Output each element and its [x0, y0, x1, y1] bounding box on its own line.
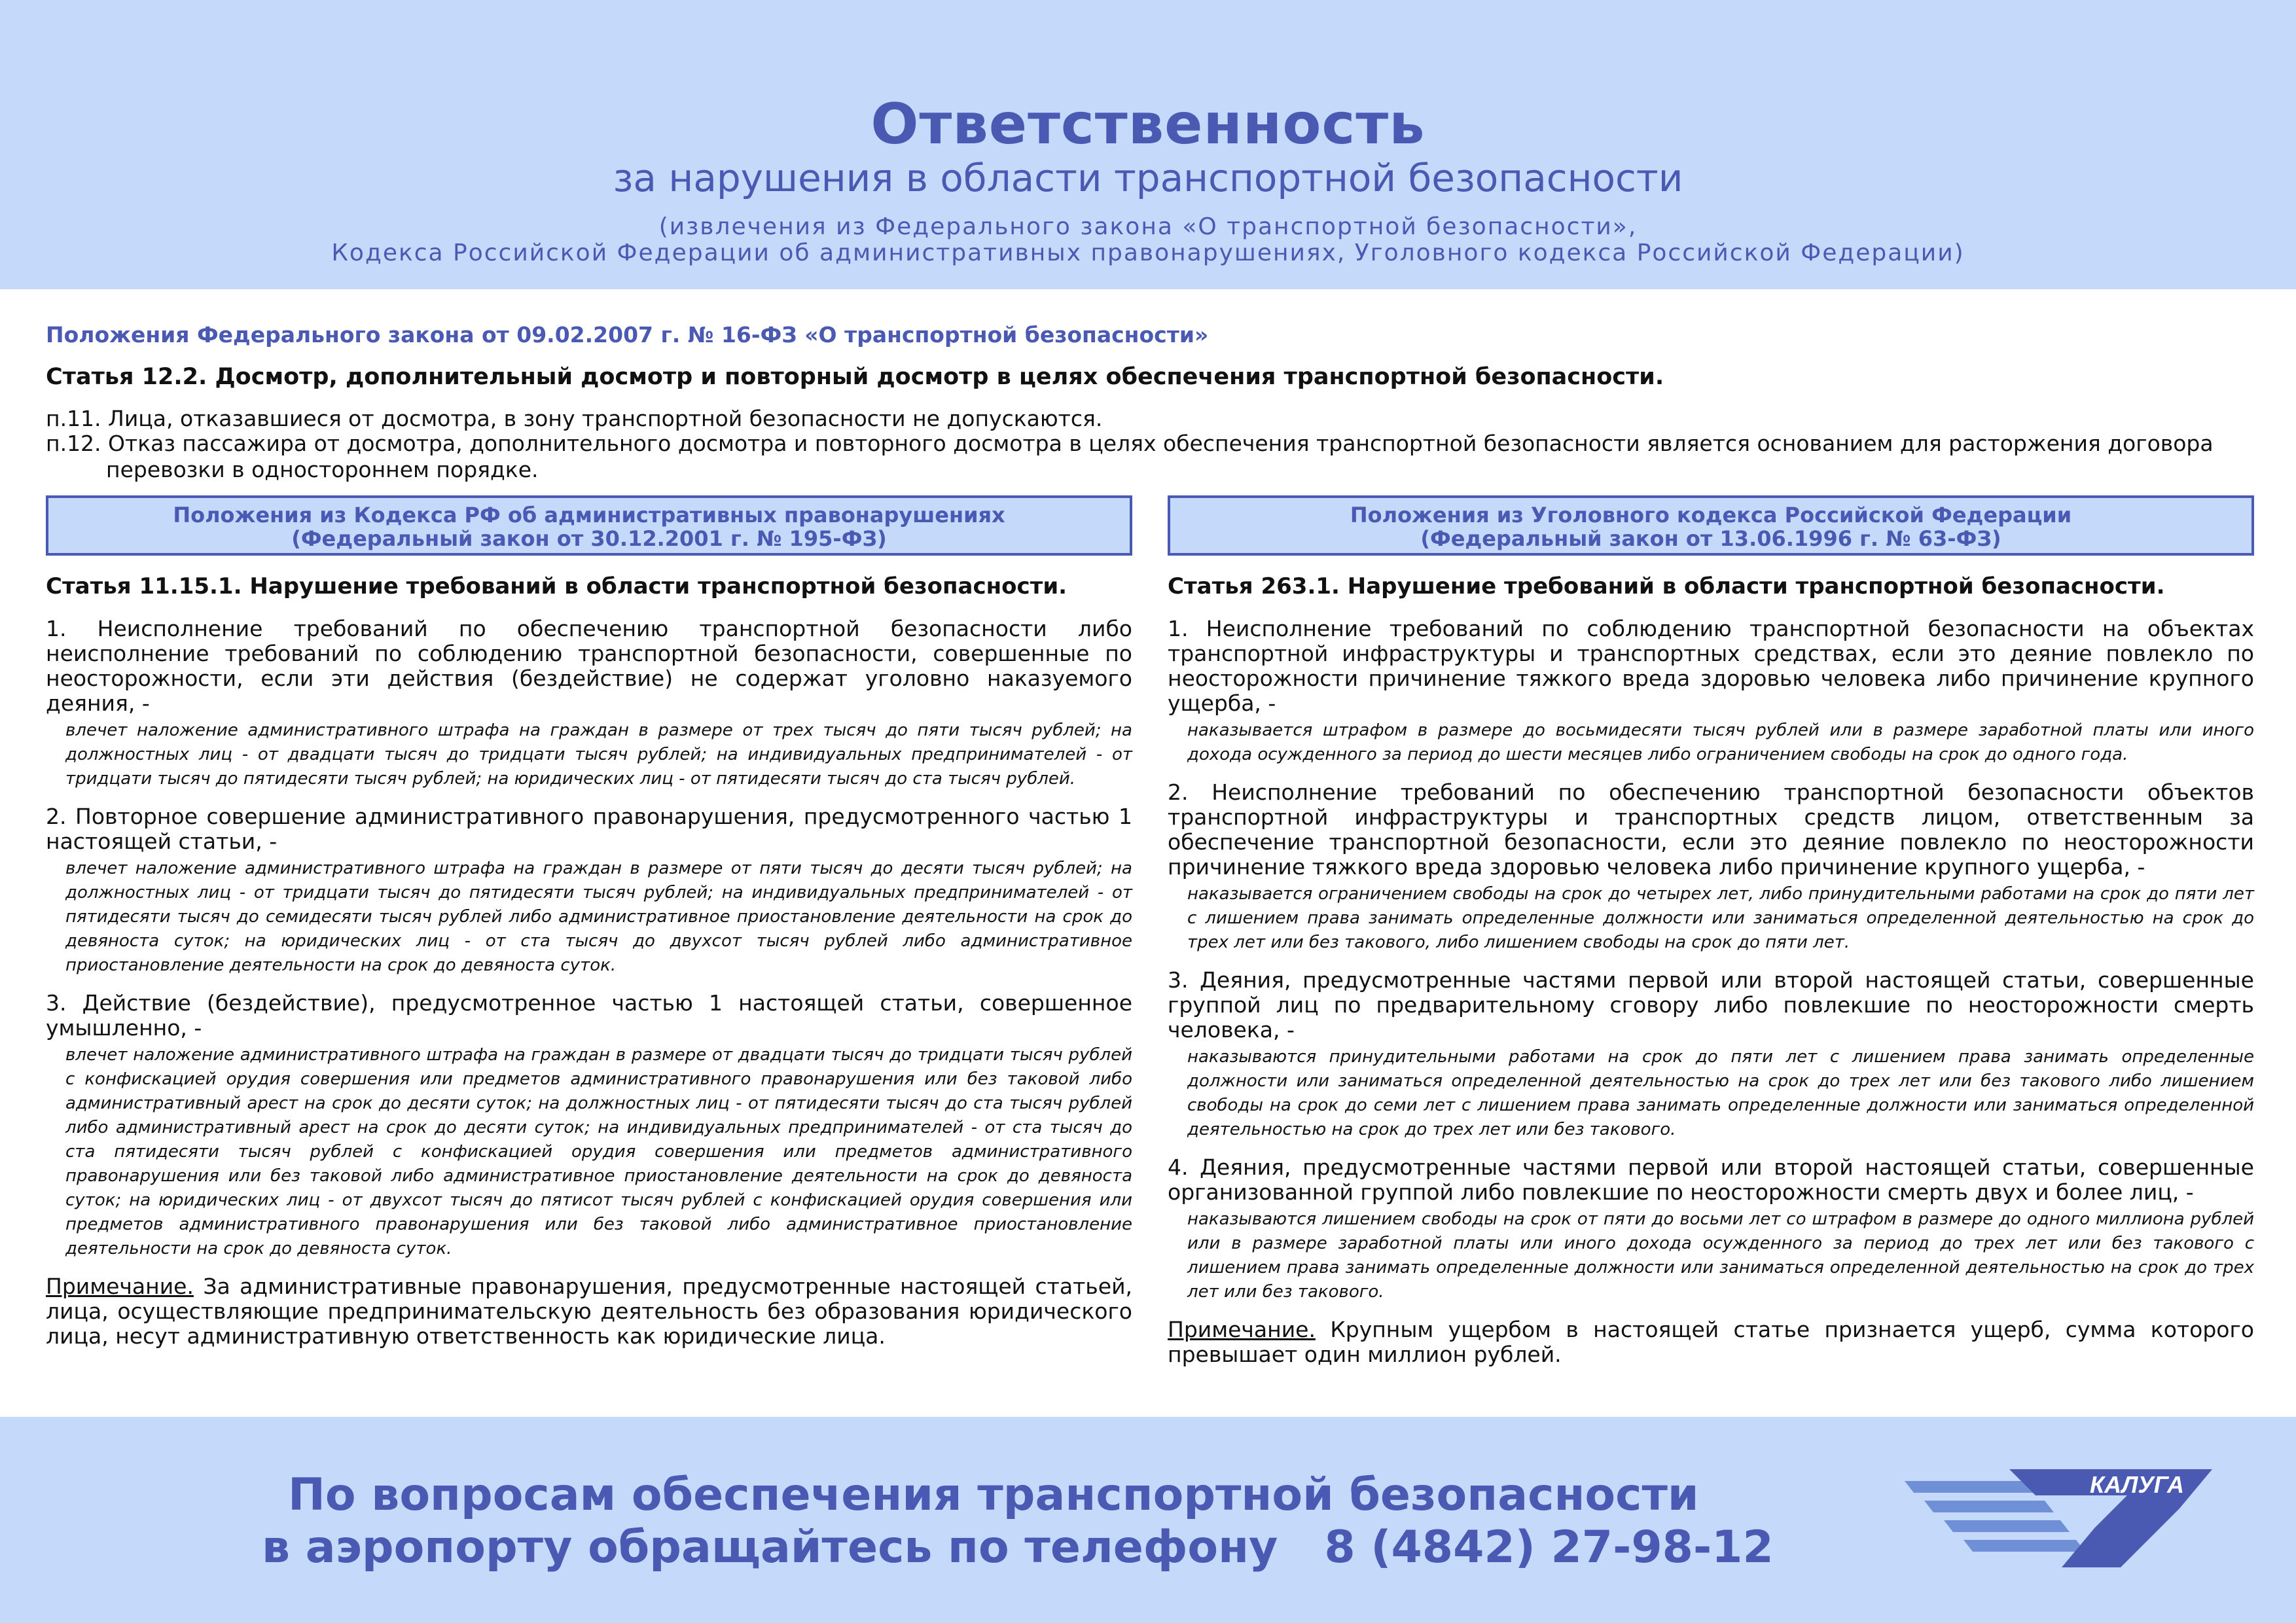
uk-penalty-1: наказывается штрафом в размере до восьмидесяти тысяч рублей или в размере заработной платы или иного дохода осужденного за период до шести месяцев либо ограничением свободы на срок до одного года.: [1187, 721, 2254, 764]
koap-article-heading: Статья 11.15.1. Нарушение требований в области транспортной безопасности.: [46, 573, 1067, 599]
uk-penalty-4: наказываются лишением свободы на срок от пяти до восьми лет со штрафом в размере до одного миллиона рублей или в размере заработной платы или иного дохода осужденного за период до трех лет или без такового с лишением права занимать определенные должности или заниматься определенной деятельностью на срок до трех лет или без такового.: [1187, 1209, 2254, 1302]
uk-item-3: 3. Деяния, предусмотренные частями первой или второй настоящей статьи, совершенные группой лиц по предварительному сговору либо повлекшие по неосторожности смерть человека, -: [1168, 967, 2254, 1043]
koap-header-box: [46, 495, 1132, 556]
uk-header-box: [1168, 495, 2254, 556]
page-title: Ответственность: [870, 92, 1426, 157]
federal-clause-12: п.12. Отказ пассажира от досмотра, дополнительного досмотра и повторного досмотра в целях обеспечения транспортной безопасности является основанием для расторжения договора перевозки в одностороннем порядке.: [46, 431, 2214, 482]
koap-item-1: 1. Неисполнение требований по обеспечению транспортной безопасности либо неисполнение требований по соблюдению транспортной безопасности, совершенные по неосторожности, если эти действия (бездействие) не содержат уголовно наказуемого деяния, -: [46, 616, 1132, 716]
koap-note-label: Примечание.: [46, 1274, 194, 1299]
koap-item-3: 3. Действие (бездействие), предусмотренное частью 1 настоящей статьи, совершенное умышленно, -: [46, 990, 1132, 1041]
federal-law-title: Положения Федерального закона от 09.02.2007 г. № 16-ФЗ «О транспортной безопасности»: [46, 322, 1209, 348]
uk-box-line2: (Федеральный закон от 13.06.1996 г. № 63-ФЗ): [1420, 526, 2001, 551]
uk-note: [1168, 1317, 2254, 1367]
uk-penalty-3: наказываются принудительными работами на срок до пяти лет с лишением права занимать определенные должности или заниматься определенной деятельностью на срок до трех лет или без такового либо лишением свободы на срок до семи лет с лишением права занимать определенные должности или заниматься определенной деятельностью на срок до трех лет или без такового.: [1187, 1047, 2254, 1139]
koap-column: [46, 573, 1132, 1349]
koap-penalty-2: влечет наложение административного штрафа на граждан в размере от пяти тысяч до десяти тысяч рублей; на должностных лиц - от тридцати тысяч до пятидесяти тысяч рублей; на индивидуальных предпринимателей - от пятидесяти тысяч до семидесяти тысяч рублей либо административное приостановление деятельности на срок до девяноста суток; на юридических лиц - от ста тысяч до двухсот тысяч рублей либо административное приостановление деятельности на срок до девяноста суток.: [65, 859, 1132, 975]
uk-note-text: Крупным ущербом в настоящей статье признается ущерб, сумма которого превышает один миллион рублей.: [1168, 1317, 2254, 1367]
uk-item-2: 2. Неисполнение требований по обеспечению транспортной безопасности объектов транспортной инфраструктуры и транспортных средств лицом, ответственным за обеспечение транспортной безопасности, если это деяние повлекло по неосторожности причинение тяжкого вреда здоровью человека либо причинение крупного ущерба, -: [1168, 779, 2254, 880]
contact-line2: в аэропорту обращайтесь по телефону 8 (4842) 27-98-12: [262, 1522, 1774, 1573]
federal-article-heading: Статья 12.2. Досмотр, дополнительный досмотр и повторный досмотр в целях обеспечения транспортной безопасности.: [46, 364, 1664, 390]
koap-note: [46, 1274, 1132, 1349]
logo-text: КАЛУГА: [2090, 1471, 2184, 1498]
kaluga-airport-logo: [1905, 1469, 2212, 1567]
koap-note-text: За административные правонарушения, предусмотренные настоящей статьей, лица, осуществляющие предпринимательскую деятельность без образования юридического лица, несут административную ответственность как юридические лица.: [46, 1274, 1132, 1349]
extract-note-line2: Кодекса Российской Федерации об административных правонарушениях, Уголовного кодекса Российской Федерации): [331, 240, 1965, 266]
koap-penalty-1: влечет наложение административного штрафа на граждан в размере от трех тысяч до пяти тысяч рублей; на должностных лиц - от двадцати тысяч до тридцати тысяч рублей; на индивидуальных предпринимателей - от тридцати тысяч до пятидесяти тысяч рублей; на юридических лиц - от пятидесяти тысяч до ста тысяч рублей.: [65, 721, 1132, 789]
uk-column: [1168, 573, 2254, 1367]
uk-article-heading: Статья 263.1. Нарушение требований в области транспортной безопасности.: [1168, 573, 2165, 599]
uk-item-4: 4. Деяния, предусмотренные частями первой или второй настоящей статьи, совершенные организованной группой либо повлекшие по неосторожности смерть двух и более лиц, -: [1168, 1154, 2254, 1205]
uk-item-1: 1. Неисполнение требований по соблюдению транспортной безопасности на объектах транспортной инфраструктуры и транспортных средствах, если это деяние повлекло по неосторожности причинение тяжкого вреда здоровью человека либо причинение крупного ущерба, -: [1168, 616, 2254, 716]
page-subtitle: за нарушения в области транспортной безопасности: [613, 156, 1683, 200]
koap-penalty-3: влечет наложение административного штрафа на граждан в размере от двадцати тысяч до тридцати тысяч рублей с конфискацией орудия совершения или предметов административного правонарушения или без таковой либо административный арест на срок до десяти суток; на должностных лиц - от пятидесяти тысяч до ста тысяч рублей либо административный арест на срок до десяти суток; на индивидуальных предпринимателей - от ста тысяч до ста пятидесяти тысяч рублей с конфискацией орудия совершения или предметов административного правонарушения или без таковой либо административное приостановление деятельности на срок до девяноста суток; на юридических лиц - от двухсот тысяч до пятисот тысяч рублей с конфискацией орудия совершения или предметов административного правонарушения или без таковой либо административное приостановление деятельности на срок до девяноста суток.: [65, 1045, 1132, 1258]
uk-box-line1: Положения из Уголовного кодекса Российской Федерации: [1350, 503, 2072, 527]
uk-penalty-2: наказывается ограничением свободы на срок до четырех лет, либо принудительными работами на срок до пяти лет с лишением права занимать определенные должности или заниматься определенной деятельностью на срок до трех лет или без такового, либо лишением свободы на срок до пяти лет.: [1187, 884, 2254, 952]
koap-item-2: 2. Повторное совершение административного правонарушения, предусмотренного частью 1 настоящей статьи, -: [46, 804, 1132, 854]
koap-box-line1: Положения из Кодекса РФ об административных правонарушениях: [173, 503, 1005, 527]
uk-note-label: Примечание.: [1168, 1317, 1316, 1342]
federal-clause-11: п.11. Лица, отказавшиеся от досмотра, в зону транспортной безопасности не допускаются.: [46, 406, 1103, 431]
extract-note-line1: (извлечения из Федерального закона «О транспортной безопасности»,: [658, 213, 1638, 240]
koap-box-line2: (Федеральный закон от 30.12.2001 г. № 195-ФЗ): [291, 526, 887, 551]
contact-line1: По вопросам обеспечения транспортной безопасности: [288, 1469, 1699, 1521]
